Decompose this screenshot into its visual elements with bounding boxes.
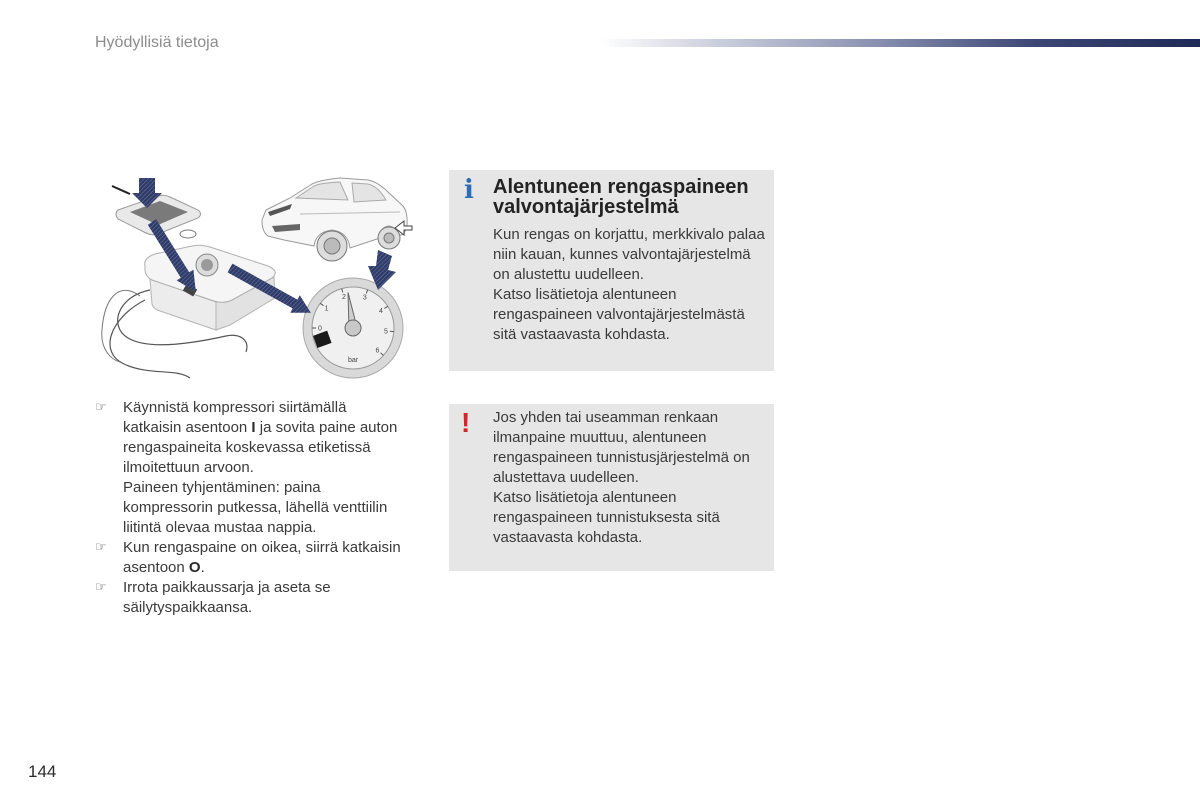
gauge-scale-label: 5 [383, 328, 388, 336]
gauge-scale-label: 3 [362, 294, 367, 302]
pointing-hand-icon [95, 538, 115, 558]
section-title: Hyödyllisiä tietoja [95, 34, 219, 51]
gauge-scale-label: 4 [379, 308, 383, 315]
instruction-list [95, 398, 425, 618]
compressor-cable [102, 290, 140, 362]
car-rear-wheel-hub [384, 233, 394, 243]
instruction-note: Paineen tyhjentäminen: paina kompressorin putkessa, lähellä venttiilin liitintä olevaa mustaa nappia. [123, 479, 388, 536]
instruction-text [123, 398, 425, 478]
instruction-text-part: ja sovita paine auton rengaspaineita koskevassa etiketissä ilmoitettuun arvoon. [123, 419, 398, 476]
instruction-text [123, 538, 425, 578]
warning-box-body: Jos yhden tai useamman renkaan ilmanpaine muuttuu, alentuneen rengaspaineen tunnistusjärjestelmä on alustettava uudelleen. Katso lisätietoja alentuneen rengaspaineen tunnistuksesta sitä vastaavasta kohdasta. [493, 409, 750, 546]
pointing-hand-icon [95, 398, 115, 418]
list-item [95, 538, 425, 578]
pressure-gauge [303, 278, 403, 378]
instruction-text: Irrota paikkaussarja ja aseta se säilytyspaikkaansa. [123, 579, 331, 616]
car-front-wheel-hub [324, 238, 340, 254]
instruction-text-part: Kun rengaspaine on oikea, siirrä katkaisin asentoon [123, 539, 401, 576]
gauge-scale-label: 2 [341, 293, 346, 301]
warning-box [449, 404, 774, 571]
warning-icon [461, 409, 470, 437]
info-box [449, 170, 774, 371]
car-drawing [262, 178, 412, 261]
page-number: 144 [28, 762, 57, 781]
switch-position-label: O [188, 559, 201, 576]
compressor-dial-center [201, 259, 213, 271]
info-box-body: Kun rengas on korjattu, merkkivalo palaa niin kauan, kunnes valvontajärjestelmä on alustettu uudelleen. Katso lisätietoja alentuneen rengaspaineen valvontajärjestelmästä sitä vastaavasta kohdasta. [493, 226, 765, 343]
instruction-text-part: . [200, 559, 205, 576]
compressor-drawing [102, 245, 275, 378]
gauge-scale-label: 0 [318, 325, 322, 333]
gauge-scale-label: 1 [324, 305, 329, 313]
instruction-text-part: Käynnistä kompressori siirtämällä katkaisin asentoon [123, 399, 347, 436]
cartridge-ring [180, 230, 196, 238]
cartridge-tab [112, 186, 130, 194]
list-item [95, 578, 425, 618]
switch-position-label: I [251, 419, 256, 436]
gauge-scale-label: 6 [375, 347, 380, 355]
gauge-unit-label: bar [347, 357, 359, 364]
illustration [95, 160, 420, 385]
list-item [95, 398, 425, 538]
info-box-title: Alentuneen rengaspaineen valvontajärjestelmä [493, 176, 749, 218]
pointing-hand-icon [95, 578, 115, 598]
header-accent-bar [600, 39, 1200, 47]
gauge-hub [345, 320, 361, 336]
info-icon [464, 177, 474, 203]
